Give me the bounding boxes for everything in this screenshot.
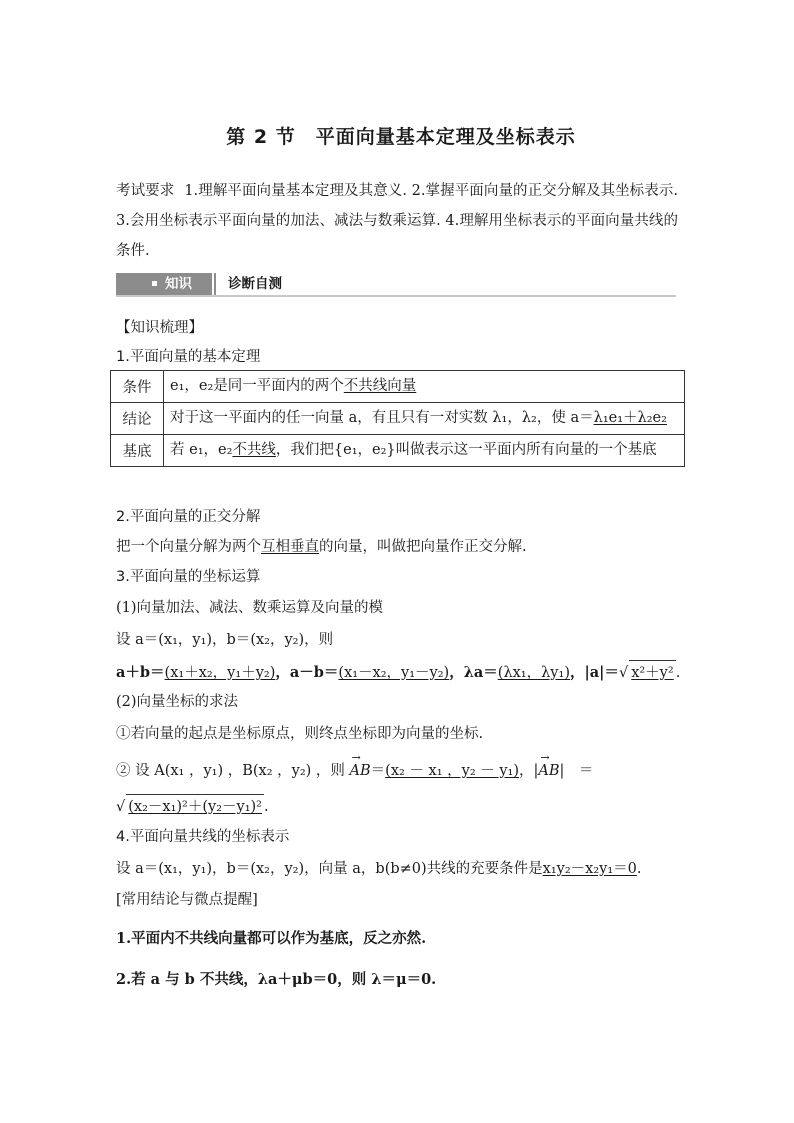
section-banner (116, 273, 676, 297)
theorem-table (110, 370, 685, 467)
text: 把一个向量分解为两个 (116, 539, 261, 555)
table-key: 结论 (111, 403, 164, 435)
coord-rule-1: ①若向量的起点是坐标原点，则终点坐标即为向量的坐标. (116, 726, 484, 742)
text: ，a－b＝ (275, 664, 339, 681)
requirements-label: 考试要求 (116, 183, 175, 199)
text: a＋b＝ (116, 664, 165, 681)
table-value (164, 403, 685, 435)
text: ，λa＝ (449, 664, 498, 681)
underline: (x₂ － x₁ ，y₂ － y₁) (385, 763, 520, 779)
heading-coordinate-ops: 3.平面向量的坐标运算 (116, 569, 261, 585)
table-row (111, 403, 685, 435)
collinear-text (116, 857, 642, 878)
vector-ab: → AB (538, 763, 559, 779)
table-key: 条件 (111, 371, 164, 403)
sqrt-underline: (x₂－x₁)²＋(y₂－y₁)² (126, 794, 264, 816)
set-ab-text: 设 a＝(x₁，y₁)，b＝(x₂，y₂)，则 (116, 632, 334, 648)
table-underline: 不共线 (232, 442, 276, 458)
coord-rule-2 (116, 759, 593, 780)
table-underline: λ₁e₁＋λ₂e₂ (593, 410, 667, 426)
heading-orthogonal: 2.平面向量的正交分解 (116, 509, 261, 525)
banner-knowledge-label: 知识 (165, 276, 192, 292)
ops-formula (116, 660, 680, 682)
tip-2: 2.若 a 与 b 不共线，λa＋μb＝0，则 λ＝μ＝0. (116, 971, 437, 988)
subheading-coord: (2)向量坐标的求法 (116, 694, 239, 710)
table-row (111, 371, 685, 403)
text: . (264, 799, 269, 815)
underline: (x₁－x₂，y₁－y₂) (338, 665, 450, 681)
text: | ＝ (559, 763, 594, 779)
sqrt-underline: x²＋y² (629, 660, 676, 682)
subheading-ops: (1)向量加法、减法、数乘运算及向量的模 (116, 600, 384, 616)
orthogonal-text (116, 535, 527, 556)
table-value (164, 371, 685, 403)
table-text: 若 e₁，e₂ (170, 442, 233, 458)
table-value (164, 435, 685, 467)
text: . (675, 665, 681, 681)
exam-requirements (116, 176, 678, 266)
text: ② 设 A(x₁ ，y₁) ，B(x₂ ，y₂) ，则 (116, 763, 350, 779)
heading-basic-theorem: 1.平面向量的基本定理 (116, 349, 261, 365)
page-title: 第 2 节 平面向量基本定理及坐标表示 (226, 126, 576, 148)
table-row (111, 435, 685, 467)
requirements-text: 1.理解平面向量基本定理及其意义. 2.掌握平面向量的正交分解及其坐标表示. 3.会用坐标表示平面向量的加法、减法与数乘运算. 4.理解用坐标表示的平面向量共线的条件. (116, 183, 679, 259)
sqrt-icon: √ (618, 665, 629, 681)
underline: (x₁＋x₂，y₁＋y₂) (164, 665, 276, 681)
text: ＝ (370, 763, 386, 779)
knowledge-heading: 【知识梳理】 (116, 320, 203, 336)
table-key: 基底 (111, 435, 164, 467)
text: ，| (519, 763, 539, 779)
table-text: ，我们把{e₁，e₂}叫做表示这一平面内所有向量的一个基底 (275, 442, 657, 458)
underline: x₁y₂－x₂y₁＝0 (542, 861, 637, 877)
tips-title: [常用结论与微点提醒] (116, 892, 258, 908)
heading-collinear: 4.平面向量共线的坐标表示 (116, 829, 290, 845)
tip-1: 1.平面内不共线向量都可以作为基底，反之亦然. (116, 930, 427, 947)
banner-knowledge (116, 273, 212, 295)
table-underline: 不共线向量 (343, 378, 417, 394)
text: 设 a＝(x₁，y₁)，b＝(x₂，y₂)，向量 a，b(b≠0)共线的充要条件是 (116, 861, 543, 877)
underline: (λx₁，λy₁) (497, 665, 570, 681)
table-text: e₁，e₂是同一平面内的两个 (170, 378, 344, 394)
sqrt-icon: √ (116, 799, 126, 815)
banner-diagnosis: 诊断自测 (214, 273, 676, 295)
table-text: 对于这一平面内的任一向量 a，有且只有一对实数 λ₁，λ₂，使 a＝ (170, 410, 594, 426)
square-bullet-icon (152, 281, 157, 286)
text: . (636, 861, 642, 877)
underline: 互相垂直 (261, 539, 319, 555)
distance-formula (116, 794, 269, 816)
text: 的向量，叫做把向量作正交分解. (319, 539, 527, 555)
text: ，|a|＝ (569, 664, 619, 681)
vector-ab: → AB (350, 763, 371, 779)
